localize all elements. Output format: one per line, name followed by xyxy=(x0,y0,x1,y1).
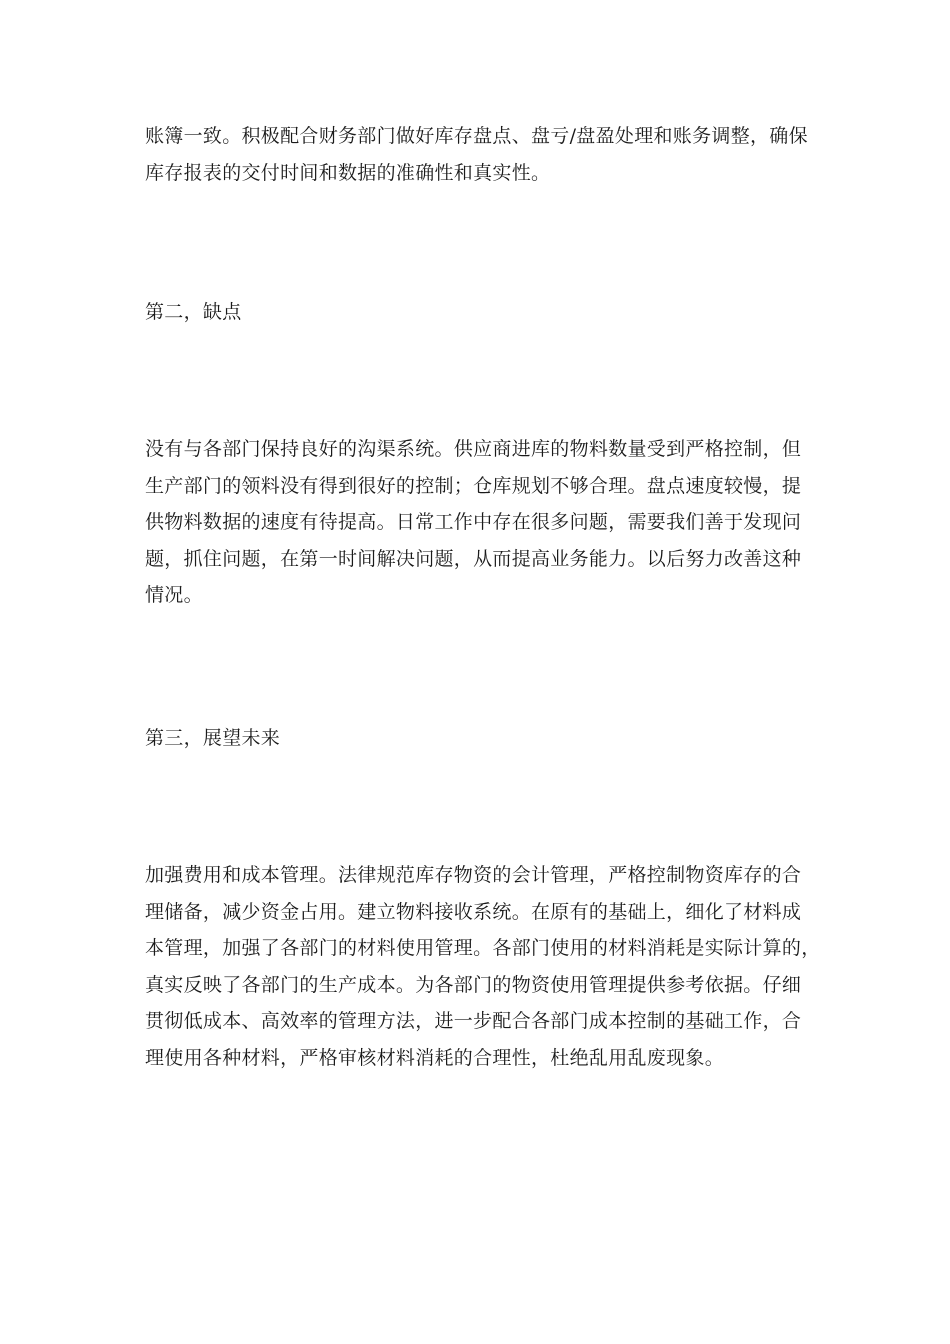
section-heading-shortcomings xyxy=(145,294,810,331)
text-line: 没有与各部门保持良好的沟渠系统。供应商进库的物料数量受到严格控制，但 xyxy=(145,438,802,460)
paragraph-inventory-reconciliation xyxy=(145,118,810,191)
section-heading-outlook xyxy=(145,720,810,757)
text-line: 真实反映了各部门的生产成本。为各部门的物资使用管理提供参考依据。仔细 xyxy=(145,973,802,996)
heading-text: 第二，缺点 xyxy=(145,301,242,323)
text-line: 理储备，减少资金占用。建立物料接收系统。在原有的基础上，细化了材料成 xyxy=(145,900,802,923)
text-line: 题，抓住问题，在第一时间解决问题，从而提高业务能力。以后努力改善这种 xyxy=(145,547,802,570)
text-line: 理使用各种材料，严格审核材料消耗的合理性，杜绝乱用乱废现象。 xyxy=(145,1046,725,1069)
text-line: 账簿一致。积极配合财务部门做好库存盘点、盘亏/盘盈处理和账务调整，确保 xyxy=(145,125,808,147)
text-line: 生产部门的领料没有得到很好的控制；仓库规划不够合理。盘点速度较慢，提 xyxy=(145,474,802,497)
paragraph-outlook xyxy=(145,857,821,1076)
text-line: 本管理，加强了各部门的材料使用管理。各部门使用的材料消耗是实际计算的， xyxy=(145,937,821,959)
text-line: 加强费用和成本管理。法律规范库存物资的会计管理，严格控制物资库存的合 xyxy=(145,864,802,886)
text-line: 情况。 xyxy=(145,584,203,606)
heading-text: 第三，展望未来 xyxy=(145,727,281,749)
paragraph-shortcomings xyxy=(145,431,810,614)
text-line: 贯彻低成本、高效率的管理方法，进一步配合各部门成本控制的基础工作，合 xyxy=(145,1010,802,1032)
text-line: 供物料数据的速度有待提高。日常工作中存在很多问题，需要我们善于发现问 xyxy=(145,511,802,533)
text-line: 库存报表的交付时间和数据的准确性和真实性。 xyxy=(145,161,551,184)
